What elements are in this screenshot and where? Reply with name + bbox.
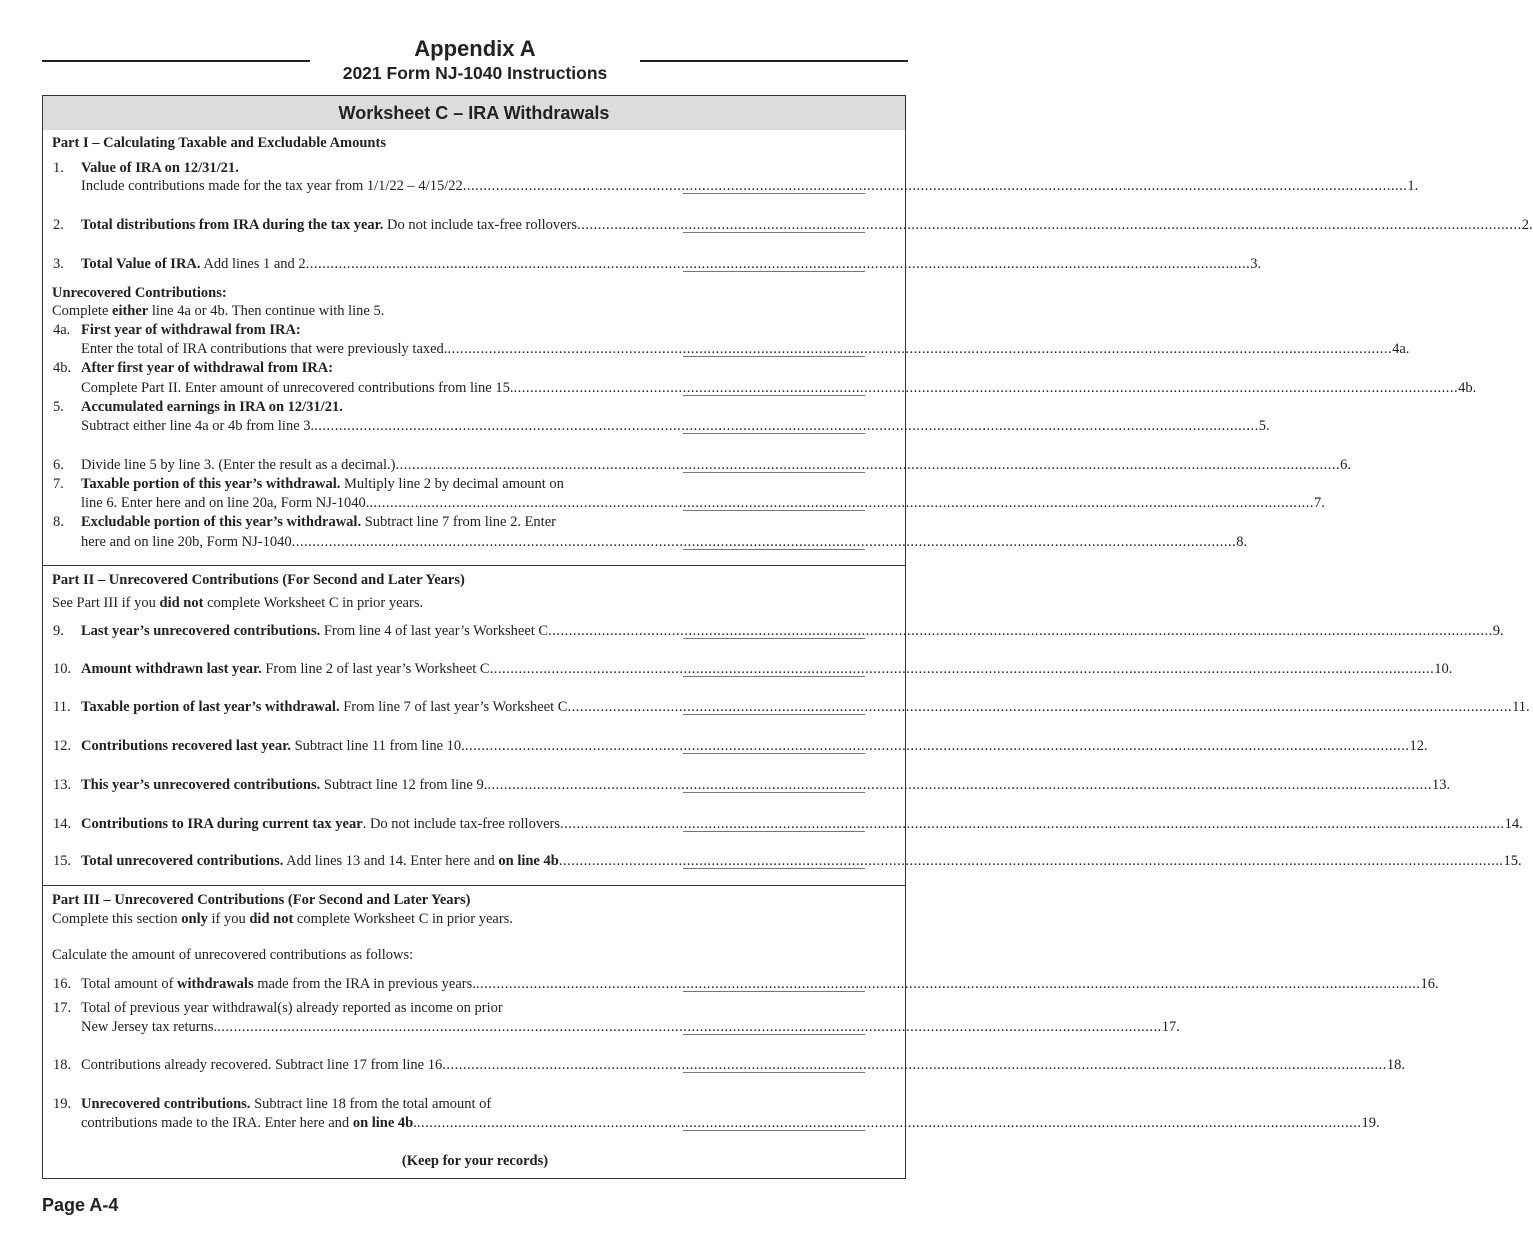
line-label: Amount withdrawn last year. [81,661,262,677]
line-label: Value of IRA on 12/31/21. [81,160,239,176]
line-10 [53,660,1453,678]
line-ref: 9. [1492,623,1504,639]
page-number: Page A-4 [42,1195,119,1215]
part3-calc-note: Calculate the amount of unrecovered contributions as follows: [52,947,414,963]
line-text: . [413,1115,417,1131]
answer-field-15[interactable] [683,868,865,869]
line-number: 11. [53,699,71,715]
line-text: Include contributions made for the tax year from 1/1/22 – 4/15/22 [81,178,463,194]
unrecovered-heading: Unrecovered Contributions: [52,285,227,301]
page-subtitle: 2021 Form NJ-1040 Instructions [342,63,608,83]
answer-field-2[interactable] [683,232,865,233]
line-17-cont [81,1018,1180,1036]
line-ref: 13. [1432,777,1451,793]
answer-field-5[interactable] [683,433,865,434]
line-label: Taxable portion of this year’s withdrawal. [81,476,341,492]
line-label: Total unrecovered contributions. [81,853,284,869]
line-label: Contributions to IRA during current tax year [81,816,363,832]
answer-field-18[interactable] [683,1072,865,1073]
line-3 [53,255,1262,273]
line-text: Add lines 1 and 2 [200,256,306,272]
line-text: Divide line 5 by line 3. (Enter the result as a decimal.) [81,457,396,473]
line-label: Excludable portion of this year’s withdrawal. [81,514,362,530]
line-number: 12. [53,738,72,754]
line-text: Total amount of [81,976,178,992]
line-text: Enter the total of IRA contributions that were previously taxed. [81,341,448,357]
line-2 [53,216,1533,234]
line-number: 14. [53,816,72,832]
line-text: From line 2 of last year’s Worksheet C [261,661,490,677]
answer-field-19[interactable] [683,1130,865,1131]
line-number: 7. [53,476,64,492]
line-6 [53,456,1351,474]
answer-field-7[interactable] [683,510,865,511]
answer-field-11[interactable] [683,714,865,715]
line-label-emphasis: on line 4b [498,853,559,869]
line-label-emphasis: on line 4b [352,1115,414,1131]
line-ref: 6. [1340,457,1351,473]
line-number: 16. [53,976,72,992]
line-label: After first year of withdrawal from IRA: [81,360,334,376]
line-ref: 3. [1250,256,1262,272]
line-number: 19. [53,1096,72,1112]
line-ref: 11. [1512,699,1530,715]
line-text: Subtract line 11 from line 10. [290,738,465,754]
line-number: 18. [53,1057,72,1073]
line-text: made from the IRA in previous years. [253,976,476,992]
keep-records-note: (Keep for your records) [401,1153,549,1169]
line-number: 9. [53,623,64,639]
line-ref: 16. [1420,976,1439,992]
line-ref: 19. [1361,1115,1380,1131]
line-number: 10. [53,661,72,677]
line-ref: 4b. [1458,380,1477,396]
part-divider-2 [43,885,905,886]
line-19-cont [81,1114,1380,1132]
line-text: line 6. Enter here and on line 20a, Form NJ-1040. [81,495,370,511]
line-text: Subtract line 12 from line 9. [320,777,488,793]
line-15 [53,852,1522,870]
line-17 [53,999,668,1017]
line-ref: 12. [1409,738,1428,754]
answer-field-6[interactable] [683,472,865,473]
answer-field-4b[interactable] [683,395,865,396]
line-19 [53,1095,668,1113]
line-number: 2. [53,217,64,233]
line-number: 17. [53,1000,72,1016]
line-text: Contributions already recovered. Subtract line 17 from line 16 [81,1057,443,1073]
line-number: 4a. [53,322,71,338]
line-ref: 17. [1161,1019,1180,1035]
line-5-cont [81,417,1270,435]
line-7 [53,475,668,493]
answer-field-8[interactable] [683,549,865,550]
line-8 [53,513,668,531]
line-label: Last year’s unrecovered contributions. [81,623,321,639]
answer-field-14[interactable] [683,831,865,832]
line-ref: 18. [1386,1057,1405,1073]
worksheet-title: Worksheet C – IRA Withdrawals [43,96,905,130]
line-text: Add lines 13 and 14. Enter here and [283,853,499,869]
line-ref: 10. [1434,661,1453,677]
line-text: Multiply line 2 by decimal amount on [340,476,564,492]
line-number: 8. [53,514,64,530]
line-12 [53,737,1428,755]
line-label: Taxable portion of last year’s withdrawal. [81,699,340,715]
line-13 [53,776,1451,794]
line-14 [53,815,1523,833]
line-4a [53,321,668,339]
line-text: Total of previous year withdrawal(s) already reported as income on prior [81,1000,503,1016]
line-text: From line 7 of last year’s Worksheet C [339,699,568,715]
answer-field-3[interactable] [683,271,865,272]
line-ref: 2. [1521,217,1533,233]
answer-field-4a[interactable] [683,356,865,357]
line-7-cont [81,494,1325,512]
line-number: 5. [53,399,64,415]
part2-note: See Part III if you did not complete Worksheet C in prior years. [52,595,424,611]
line-ref: 7. [1313,495,1325,511]
line-9 [53,622,1504,640]
answer-field-1[interactable] [683,193,865,194]
answer-field-13[interactable] [683,792,865,793]
line-label: Total Value of IRA. [81,256,201,272]
line-11 [53,698,1530,716]
line-text: Complete Part II. Enter amount of unrecovered contributions from line 15. [81,380,514,396]
answer-field-12[interactable] [683,753,865,754]
line-number: 3. [53,256,64,272]
line-number: 15. [53,853,72,869]
line-text: From line 4 of last year’s Worksheet C [320,623,549,639]
line-text: Subtract line 18 from the total amount of [250,1096,492,1112]
line-number: 4b. [53,360,72,376]
line-16 [53,975,1439,993]
line-ref: 15. [1503,853,1522,869]
line-18 [53,1056,1405,1074]
line-4a-cont [81,340,1410,358]
line-label: Contributions recovered last year. [81,738,291,754]
line-label: First year of withdrawal from IRA: [81,322,301,338]
answer-field-16[interactable] [683,991,865,992]
line-1-cont [81,177,1419,195]
line-label: Unrecovered contributions. [81,1096,251,1112]
line-text: contributions made to the IRA. Enter here and [81,1115,353,1131]
answer-field-17[interactable] [683,1034,865,1035]
part2-heading: Part II – Unrecovered Contributions (For Second and Later Years) [52,572,465,588]
line-ref: 1. [1407,178,1419,194]
part3-heading: Part III – Unrecovered Contributions (For Second and Later Years) [52,892,471,908]
line-text: Subtract either line 4a or 4b from line 3. [81,418,315,434]
line-label: Accumulated earnings in IRA on 12/31/21. [81,399,343,415]
unrecovered-note: Complete either line 4a or 4b. Then continue with line 5. [52,303,385,319]
line-number: 1. [53,160,64,176]
line-ref: 8. [1236,534,1248,550]
line-ref: 4a. [1392,341,1410,357]
line-text: New Jersey tax returns. [81,1019,218,1035]
part-divider-1 [43,565,905,566]
line-label: Total distributions from IRA during the tax year. [81,217,384,233]
line-text: Do not include tax-free rollovers [383,217,578,233]
answer-field-9[interactable] [683,638,865,639]
part3-note: Complete this section only if you did not complete Worksheet C in prior years. [52,911,513,927]
line-8-cont [81,533,1248,551]
line-text: here and on line 20b, Form NJ-1040 [81,534,292,550]
part1-heading: Part I – Calculating Taxable and Excludable Amounts [52,135,386,151]
answer-field-10[interactable] [683,676,865,677]
page-title: Appendix A [414,36,536,61]
line-5 [53,398,668,416]
line-number: 6. [53,457,64,473]
line-ref: 5. [1258,418,1270,434]
line-4b-cont [81,379,1477,397]
line-label: This year’s unrecovered contributions. [81,777,321,793]
line-1 [53,159,668,177]
line-ref: 14. [1504,816,1523,832]
line-number: 13. [53,777,72,793]
line-text: . Do not include tax-free rollovers [362,816,560,832]
line-label: withdrawals [177,976,254,992]
line-4b [53,359,668,377]
line-text: Subtract line 7 from line 2. Enter [361,514,556,530]
